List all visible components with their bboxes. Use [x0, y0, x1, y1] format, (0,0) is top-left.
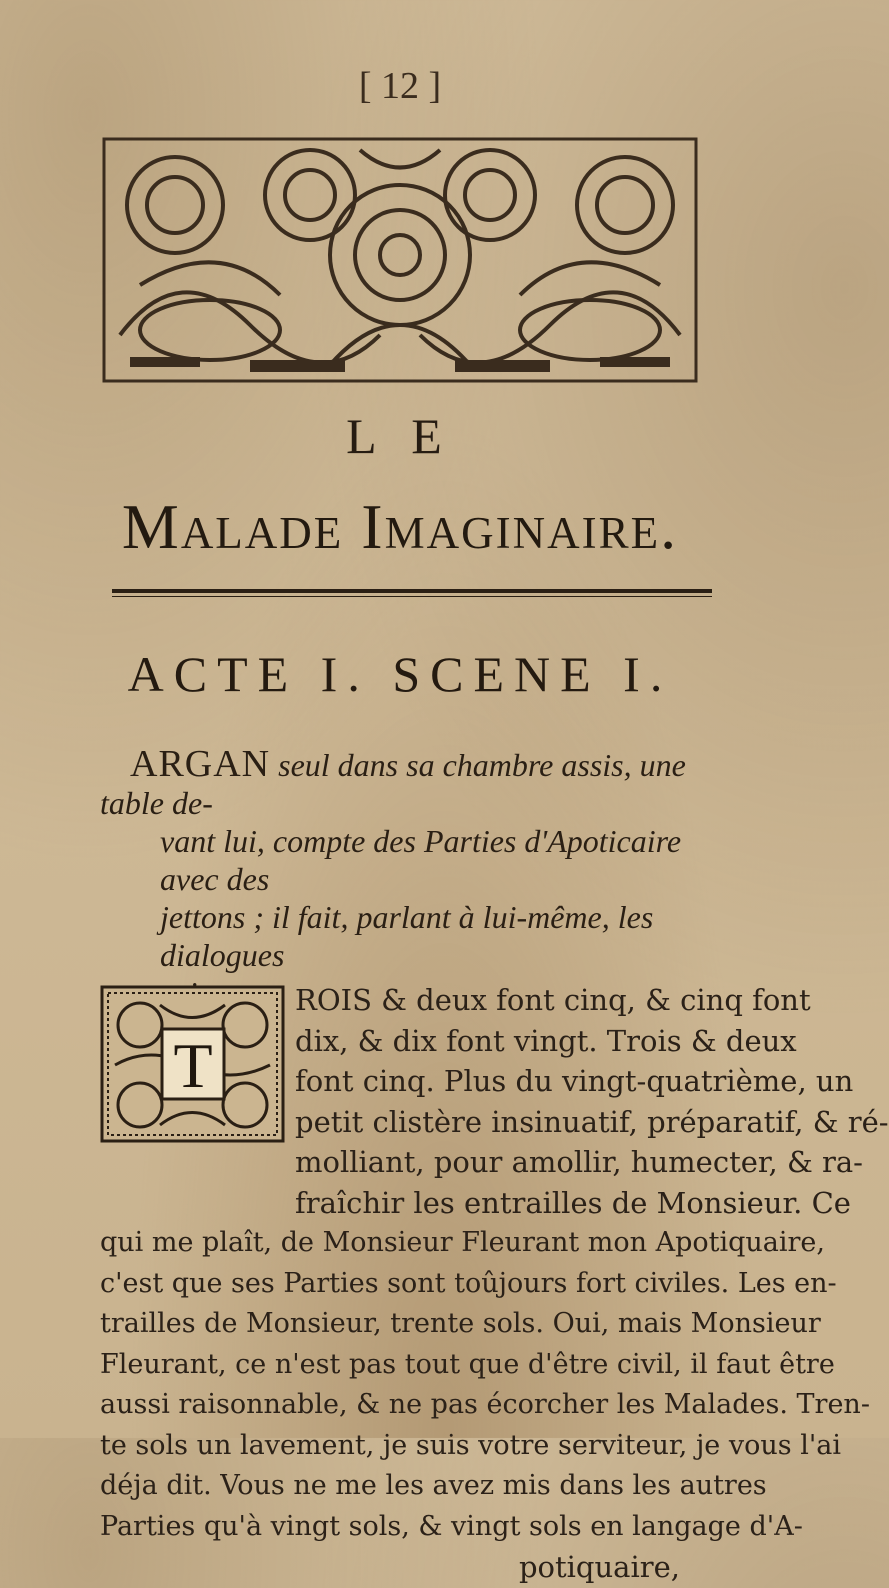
- text-line: Fleurant, ce n'est pas tout que d'être civil, il faut être: [100, 1348, 835, 1380]
- act-scene-heading: ACTE I. SCENE I.: [127, 646, 673, 702]
- text-line: petit clistère insinuatif, préparatif, & ré-: [295, 1104, 889, 1139]
- stage-direction-line: seul dans sa chambre assis, une table de-: [100, 747, 686, 821]
- text-line: aussi raisonnable, & ne pas écorcher les Malades. Tren-: [100, 1389, 870, 1420]
- text-line: te sols un lavement, je suis votre serviteur, je vous l'ai: [100, 1429, 841, 1461]
- title-rule: [112, 589, 712, 593]
- title-article: L E: [346, 408, 454, 464]
- text-line: ROIS & deux font cinq, & cinq font: [295, 983, 811, 1017]
- headpiece-ornament: [100, 135, 700, 385]
- title-rule-thin: [112, 596, 712, 597]
- text-line: molliant, pour amollir, humecter, & ra-: [295, 1145, 863, 1179]
- speaker-name: ARGAN: [130, 743, 271, 785]
- text-line: dix, & dix font vingt. Trois & deux: [295, 1023, 797, 1058]
- catchword-line: potiquaire,: [518, 1550, 680, 1584]
- text-line: fraîchir les entrailles de Monsieur. Ce: [295, 1185, 851, 1220]
- stage-direction-line: jettons ; il fait, parlant à lui-même, les dialogues: [160, 899, 654, 973]
- text-line: trailles de Monsieur, trente sols. Oui, mais Monsieur: [100, 1308, 821, 1339]
- stage-direction: [100, 745, 740, 1012]
- stage-direction-line: vant lui, compte des Parties d'Apoticaire avec des: [160, 823, 682, 897]
- play-title: Malade Imaginaire.: [121, 491, 679, 562]
- text-line: font cinq. Plus du vingt-quatrième, un: [295, 1064, 854, 1098]
- text-line: Parties qu'à vingt sols, & vingt sols en langage d'A-: [100, 1510, 803, 1542]
- text-line: déja dit. Vous ne me les avez mis dans les autres: [100, 1470, 767, 1501]
- text-line: c'est que ses Parties sont toûjours fort civiles. Les en-: [100, 1267, 837, 1299]
- svg-text:T: T: [173, 1030, 213, 1101]
- dialogue-text: [100, 980, 889, 1588]
- text-line: qui me plaît, de Monsieur Fleurant mon Apotiquaire,: [100, 1227, 825, 1258]
- page-number: [ 12 ]: [358, 65, 442, 107]
